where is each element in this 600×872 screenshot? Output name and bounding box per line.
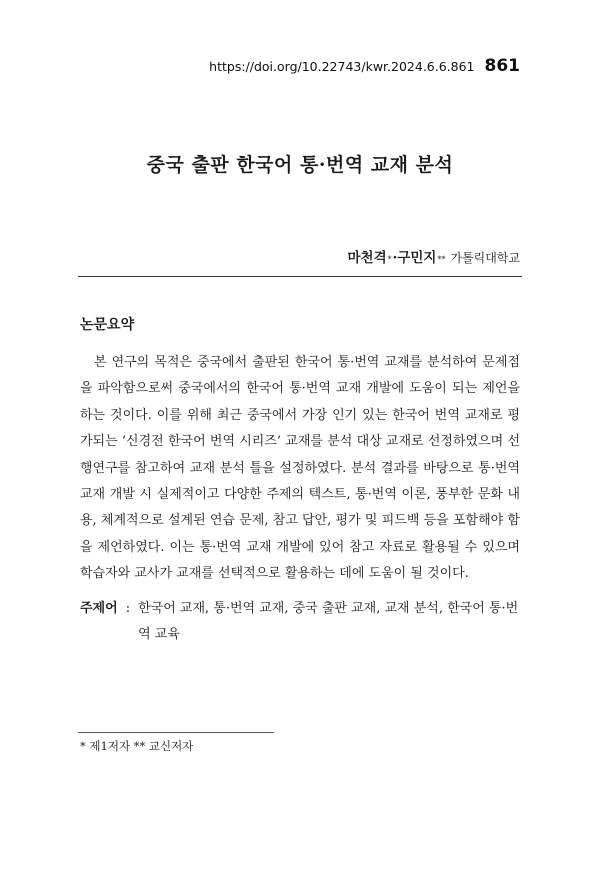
keywords-colon: : xyxy=(125,601,131,616)
abstract-heading: 논문요약 xyxy=(80,317,135,333)
page-header xyxy=(209,56,520,80)
keywords-block xyxy=(80,596,520,648)
footnote: * 제1저자 ** 교신저자 xyxy=(80,739,194,753)
paper-title: 중국 출판 한국어 통·번역 교재 분석 xyxy=(146,154,454,176)
author-1-name: 마천격 xyxy=(347,250,387,266)
keywords-text: 한국어 교재, 통·번역 교재, 중국 출판 교재, 교재 분석, 한국어 통·번역 교육 xyxy=(138,601,519,642)
author-line xyxy=(347,246,520,266)
page-number: 861 xyxy=(484,56,520,76)
author-2-name: 구민지 xyxy=(397,250,437,266)
author-2-mark: ** xyxy=(437,255,446,264)
doi-link[interactable]: https://doi.org/10.22743/kwr.2024.6.6.861 xyxy=(209,59,475,74)
author-separator: · xyxy=(392,250,398,266)
footnote-divider xyxy=(78,732,274,733)
affiliation: 가톨릭대학교 xyxy=(450,251,520,265)
author-1-mark: * xyxy=(387,255,392,264)
keywords-label: 주제어 xyxy=(80,601,118,616)
abstract-body: 본 연구의 목적은 중국에서 출판된 한국어 통·번역 교재를 분석하여 문제점을 파악함으로써 중국에서의 한국어 통·번역 교재 개발에 도움이 되는 제언을 하는 것이다. 이를 위해 최근 중국에서 가장 인기 있는 한국어 번역 교재로 평가되는 ‘신경전 한국어 번역 시리즈’ 교재를 분석 대상 교재로 선정하였으며 선행연구를 참고하여 교재 분석 틀을 설정하였다. 분석 결과를 바탕으로 통·번역 교재 개발 시 실제적이고 다양한 주제의 텍스트, 통·번역 이론, 풍부한 문화 내용, 체계적으로 설계된 연습 문제, 참고 답안, 평가 및 피드백 등을 포함해야 함을 제언하였다. 이는 통·번역 교재 개발에 있어 참고 자료로 활용될 수 있으며 학습자와 교사가 교재를 선택적으로 활용하는 데에 도움이 될 것이다. xyxy=(80,355,520,582)
header-divider xyxy=(78,276,522,277)
